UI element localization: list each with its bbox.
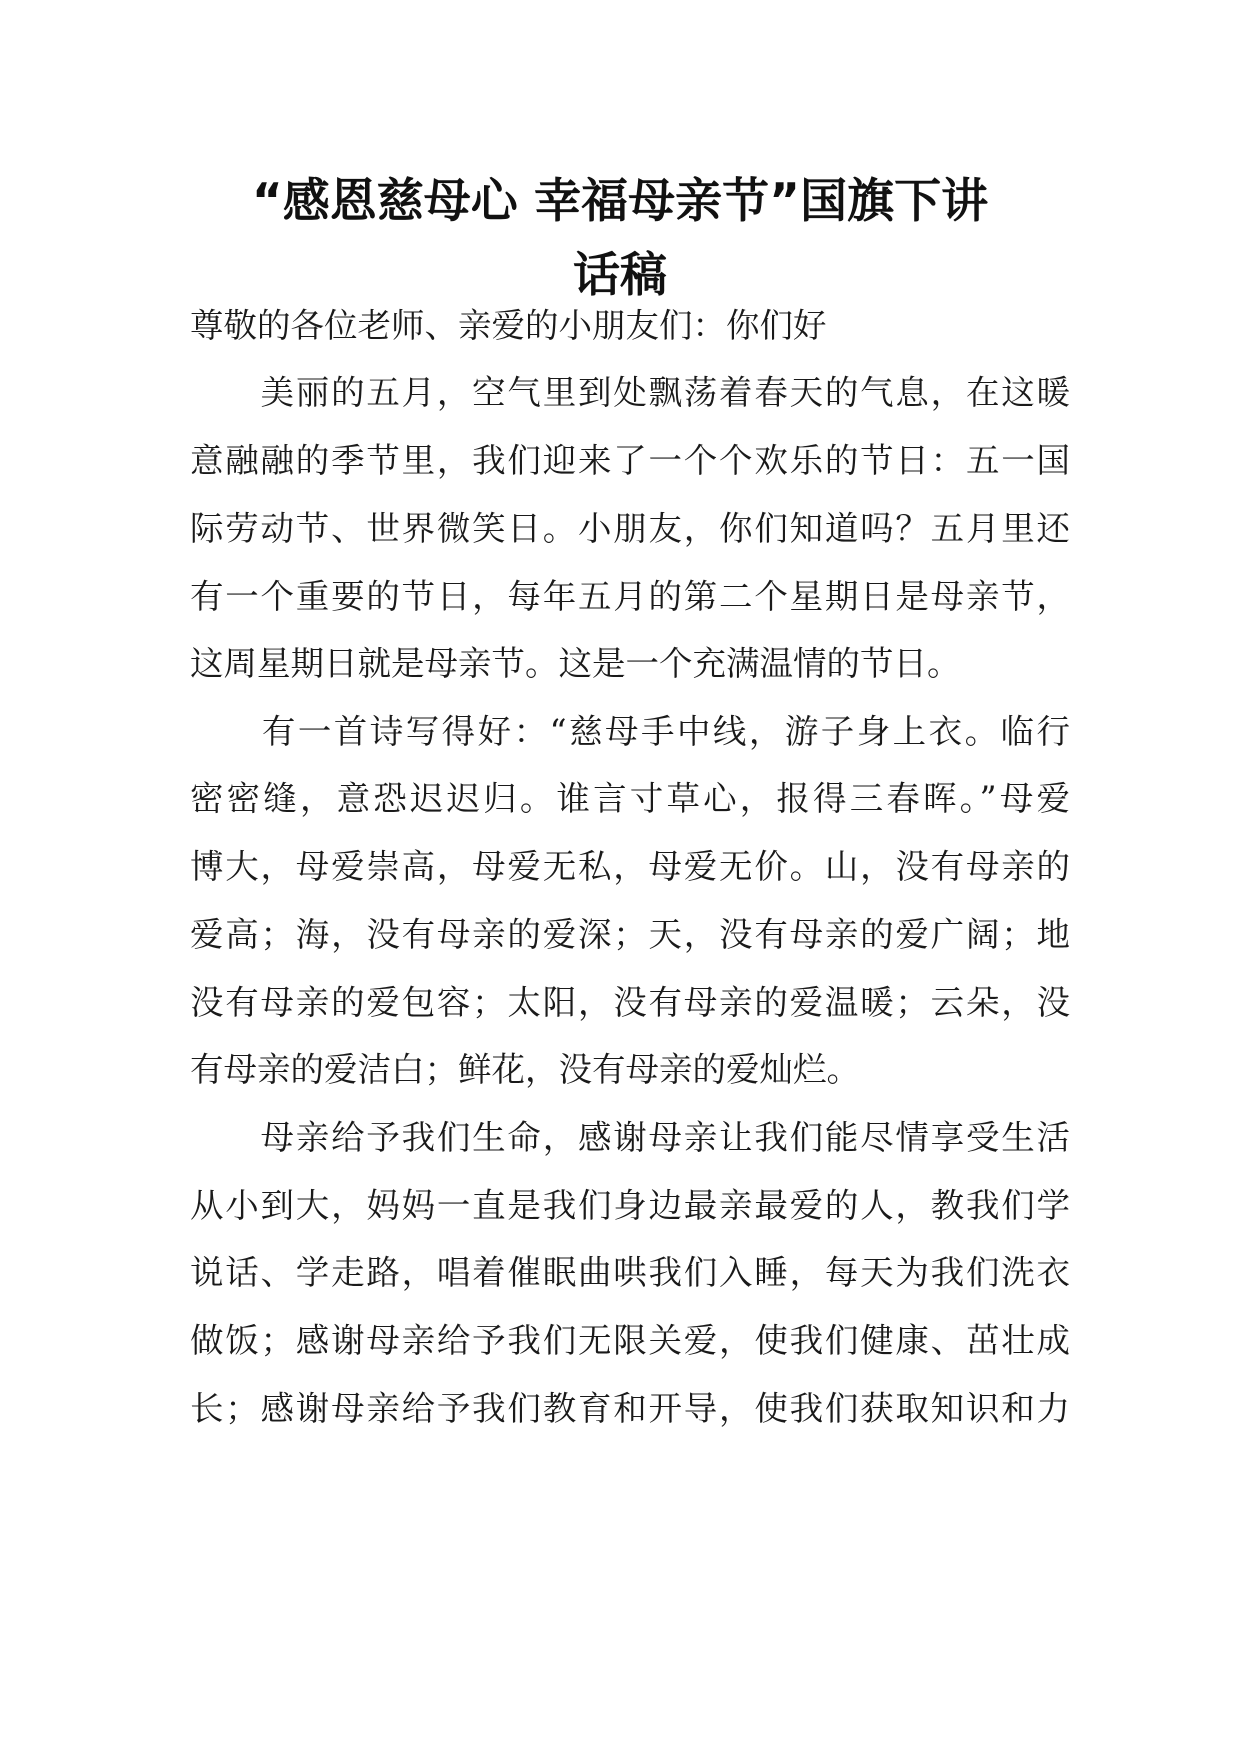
paragraph-line: 长；感谢母亲给予我们教育和开导，使我们获取知识和力: [190, 1389, 1070, 1428]
paragraph-line: 爱高；海，没有母亲的爱深；天，没有母亲的爱广阔；地: [190, 915, 1070, 954]
paragraph-line: 有一首诗写得好：“慈母手中线，游子身上衣。临行: [190, 712, 1070, 751]
paragraph-line: 意融融的季节里，我们迎来了一个个欢乐的节日：五一国: [190, 441, 1070, 480]
paragraph-line: 没有母亲的爱包容；太阳，没有母亲的爱温暖；云朵，没: [190, 983, 1070, 1022]
document-title-line-1: “感恩慈母心 幸福母亲节”国旗下讲: [251, 174, 989, 229]
paragraph-line: 博大，母爱崇高，母爱无私，母爱无价。山，没有母亲的: [190, 847, 1070, 886]
paragraph-line: 做饭；感谢母亲给予我们无限关爱，使我们健康、茁壮成: [190, 1321, 1070, 1360]
paragraph-line: 密密缝，意恐迟迟归。谁言寸草心，报得三春晖。”母爱: [190, 779, 1070, 818]
paragraph-line: 从小到大，妈妈一直是我们身边最亲最爱的人，教我们学: [190, 1186, 1070, 1225]
paragraph-line: 美丽的五月，空气里到处飘荡着春天的气息，在这暖: [190, 373, 1070, 412]
paragraph-line: 有母亲的爱洁白；鲜花，没有母亲的爱灿烂。: [190, 1050, 860, 1089]
paragraph-line: 这周星期日就是母亲节。这是一个充满温情的节日。: [190, 644, 961, 683]
greeting-line: 尊敬的各位老师、亲爱的小朋友们：你们好: [190, 306, 827, 345]
paragraph-line: 有一个重要的节日，每年五月的第二个星期日是母亲节，: [190, 577, 1070, 616]
paragraph-line: 际劳动节、世界微笑日。小朋友，你们知道吗？五月里还: [190, 509, 1070, 548]
paragraph-line: 母亲给予我们生命，感谢母亲让我们能尽情享受生活: [190, 1118, 1070, 1157]
paragraph-line: 说话、学走路，唱着催眠曲哄我们入睡，每天为我们洗衣: [190, 1253, 1070, 1292]
document-title-line-2: 话稿: [573, 248, 667, 303]
